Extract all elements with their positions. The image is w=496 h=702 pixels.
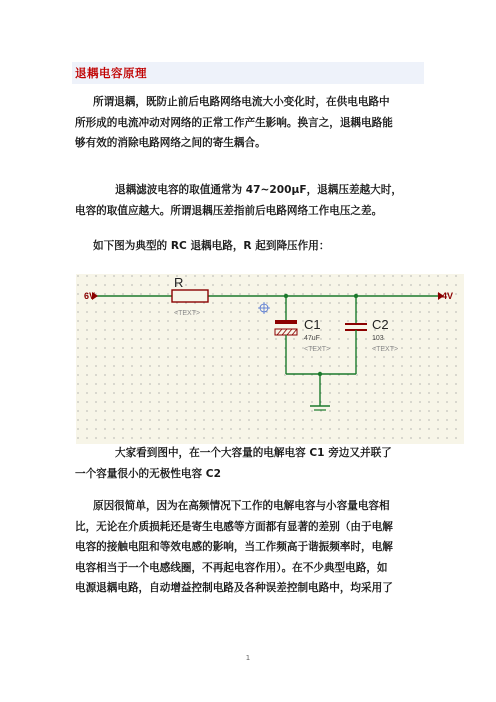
section-heading: 退耦电容原理	[75, 66, 147, 80]
text-line: 大家看到图中，在一个大容量的电解电容 C1 旁边又并联了	[115, 447, 392, 459]
c2-value: 103	[372, 335, 384, 342]
rc-decoupling-circuit	[76, 274, 464, 444]
input-voltage-label: 6V	[84, 291, 96, 301]
c2-text-placeholder: <TEXT>	[372, 346, 399, 353]
text-line: 电容的取值应越大。所谓退耦压差指前后电路网络工作电压之差。	[75, 204, 383, 217]
text-line: 如下图为典型的 RC 退耦电路，R 起到降压作用：	[93, 240, 330, 252]
text-line: 一个容量很小的无极性电容 C2	[75, 467, 221, 480]
paragraph-4	[75, 443, 427, 484]
c1-text-placeholder: <TEXT>	[304, 346, 331, 353]
text-line: 所谓退耦，既防止前后电路网络电流大小变化时，在供电电路中	[93, 96, 390, 108]
paragraph-1	[75, 92, 427, 154]
c2-label: C2	[372, 317, 389, 332]
text-line: 电源退耦电路，自动增益控制电路及各种误差控制电路中，均采用了	[75, 582, 393, 594]
c1-plate-top	[275, 320, 297, 324]
resistor-text-placeholder: <TEXT>	[174, 310, 201, 317]
text-line: 电容的接触电阻和等效电感的影响，当工作频高于谐振频率时，电解	[75, 541, 393, 553]
resistor-label: R	[174, 275, 184, 290]
schematic-grid	[76, 274, 464, 444]
paragraph-2	[75, 180, 427, 221]
text-line: 够有效的消除电路网络之间的寄生耦合。	[75, 137, 266, 149]
page-number: 1	[245, 654, 251, 662]
text-line: 比，无论在介质损耗还是寄生电感等方面都有显著的差别（由于电解	[75, 520, 393, 533]
c1-value: 47uF	[304, 335, 320, 342]
resistor-r	[172, 290, 208, 302]
text-line: 所形成的电流冲动对网络的正常工作产生影响。换言之，退耦电路能	[75, 116, 393, 129]
text-line: 电容相当于一个电感线圈，不再起电容作用）。在不少典型电路，如	[75, 561, 388, 574]
output-voltage-label: 4V	[442, 291, 454, 301]
c1-label: C1	[304, 317, 321, 332]
text-line: 退耦滤波电容的取值通常为 47~200μF，退耦压差越大时，	[115, 184, 402, 196]
paragraph-3	[75, 236, 427, 257]
text-line: 原因很简单，因为在高频情况下工作的电解电容与小容量电容相	[93, 500, 390, 512]
paragraph-5	[75, 496, 427, 599]
